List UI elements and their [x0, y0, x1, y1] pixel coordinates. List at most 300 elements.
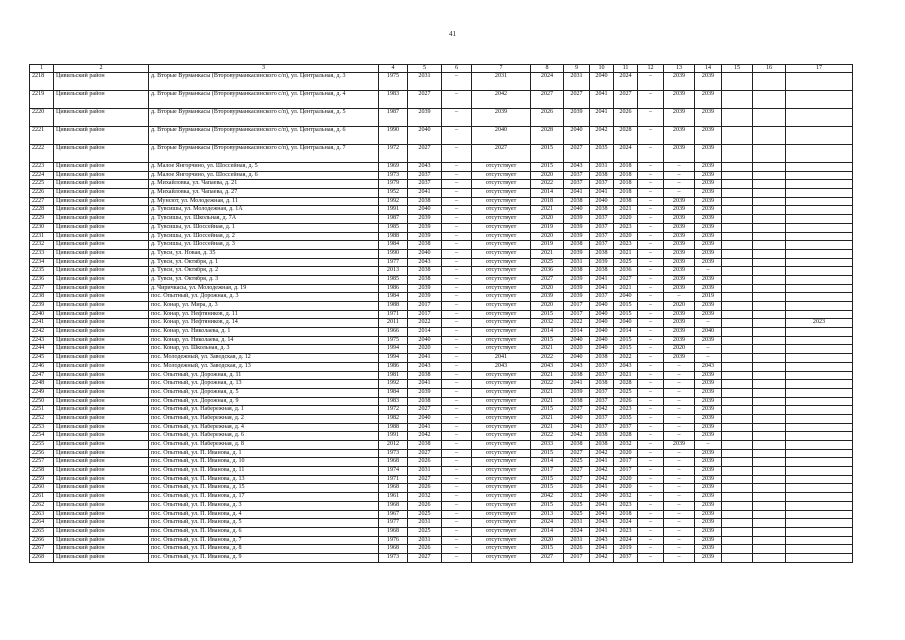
table-cell: 2041: [564, 423, 590, 432]
table-cell: [722, 319, 753, 328]
table-cell: 2038: [408, 441, 442, 450]
table-cell: Цивильский район: [54, 397, 149, 406]
table-cell: 2042: [531, 493, 564, 502]
table-cell: 2014: [614, 328, 638, 337]
table-cell: 2037: [590, 241, 614, 250]
table-cell: –: [638, 293, 664, 302]
table-cell: 2013: [531, 510, 564, 519]
table-cell: –: [442, 109, 472, 127]
table-cell: [786, 232, 853, 241]
table-cell: –: [638, 180, 664, 189]
table-cell: –: [442, 397, 472, 406]
table-cell: [753, 553, 786, 562]
table-cell: 2021: [531, 397, 564, 406]
table-cell: 2038: [590, 354, 614, 363]
table-cell: –: [442, 293, 472, 302]
table-cell: 2227: [30, 197, 54, 206]
table-cell: [753, 171, 786, 180]
table-cell: пос. Опытный, ул. П. Иванова, д. 15: [149, 484, 379, 493]
table-cell: 2223: [30, 163, 54, 172]
table-cell: 2039: [664, 215, 695, 224]
table-cell: –: [695, 354, 722, 363]
table-cell: 2039: [408, 215, 442, 224]
table-cell: 2014: [564, 328, 590, 337]
table-cell: 2038: [408, 197, 442, 206]
table-row: [30, 510, 853, 519]
table-cell: [722, 553, 753, 562]
table-cell: 2022: [614, 354, 638, 363]
table-cell: 2017: [614, 458, 638, 467]
table-cell: 2021: [531, 345, 564, 354]
table-cell: 2027: [564, 406, 590, 415]
table-cell: –: [638, 310, 664, 319]
table-cell: [786, 109, 853, 127]
table-cell: [722, 197, 753, 206]
table-cell: 2041: [590, 501, 614, 510]
table-cell: [753, 145, 786, 163]
table-cell: 2027: [614, 275, 638, 284]
table-cell: –: [638, 109, 664, 127]
table-cell: [722, 475, 753, 484]
table-cell: –: [695, 441, 722, 450]
table-cell: –: [638, 458, 664, 467]
table-row: [30, 388, 853, 397]
table-cell: [753, 293, 786, 302]
table-cell: [753, 319, 786, 328]
table-cell: отсутствует: [472, 171, 531, 180]
table-cell: –: [695, 345, 722, 354]
table-cell: 2022: [531, 354, 564, 363]
table-cell: [722, 388, 753, 397]
table-cell: –: [638, 449, 664, 458]
table-cell: [722, 414, 753, 423]
table-cell: –: [638, 510, 664, 519]
table-cell: [786, 302, 853, 311]
table-cell: 2018: [614, 163, 638, 172]
table-cell: 2041: [590, 189, 614, 198]
table-cell: 2043: [564, 362, 590, 371]
table-cell: 2017: [614, 467, 638, 476]
table-cell: 2039: [695, 171, 722, 180]
table-cell: [722, 249, 753, 258]
table-cell: 2041: [590, 109, 614, 127]
table-cell: –: [638, 406, 664, 415]
table-cell: 1994: [379, 345, 408, 354]
table-cell: [722, 189, 753, 198]
table-cell: 2039: [695, 536, 722, 545]
table-cell: [786, 258, 853, 267]
table-cell: 2018: [614, 180, 638, 189]
table-cell: 2017: [564, 310, 590, 319]
table-cell: 2038: [564, 241, 590, 250]
table-cell: 2020: [531, 232, 564, 241]
table-cell: 2246: [30, 362, 54, 371]
table-cell: [722, 145, 753, 163]
table-cell: [786, 171, 853, 180]
table-cell: отсутствует: [472, 545, 531, 554]
table-cell: [722, 91, 753, 109]
table-cell: 2039: [664, 336, 695, 345]
table-cell: пос. Опытный, ул. П. Иванова, д. 8: [149, 545, 379, 554]
table-cell: 2041: [408, 189, 442, 198]
table-cell: 2019: [531, 241, 564, 250]
table-cell: [753, 519, 786, 528]
table-cell: 2040: [590, 302, 614, 311]
table-cell: 2039: [564, 284, 590, 293]
table-cell: 2039: [695, 432, 722, 441]
table-cell: 2020: [531, 302, 564, 311]
table-cell: 2040: [590, 310, 614, 319]
table-cell: 2042: [590, 553, 614, 562]
table-cell: Цивильский район: [54, 171, 149, 180]
table-cell: [753, 536, 786, 545]
table-cell: 2027: [408, 406, 442, 415]
table-cell: [722, 223, 753, 232]
table-cell: 2039: [695, 241, 722, 250]
table-cell: –: [664, 171, 695, 180]
table-cell: отсутствует: [472, 536, 531, 545]
table-cell: 2037: [614, 423, 638, 432]
table-cell: отсутствует: [472, 380, 531, 389]
table-cell: 2039: [695, 336, 722, 345]
table-cell: 2023: [614, 501, 638, 510]
table-cell: 2015: [531, 406, 564, 415]
table-cell: 2256: [30, 449, 54, 458]
table-cell: [753, 302, 786, 311]
table-cell: отсутствует: [472, 284, 531, 293]
column-header: 8: [531, 65, 564, 73]
table-cell: [786, 432, 853, 441]
table-cell: д. Вторые Вурманкасы (Второвурманкасинского с/п), ул. Центральная, д. 6: [149, 127, 379, 145]
table-cell: 2032: [614, 493, 638, 502]
table-cell: –: [638, 284, 664, 293]
table-cell: Цивильский район: [54, 536, 149, 545]
table-cell: –: [638, 328, 664, 337]
table-cell: [786, 189, 853, 198]
table-row: [30, 127, 853, 145]
table-cell: д. Тувсишы, ул. Шоссейная, д. 1: [149, 223, 379, 232]
table-cell: 1991: [379, 432, 408, 441]
table-cell: [786, 458, 853, 467]
table-cell: 2038: [408, 267, 442, 276]
table-cell: 2019: [531, 223, 564, 232]
table-cell: Цивильский район: [54, 493, 149, 502]
table-cell: 2041: [590, 275, 614, 284]
table-cell: 2041: [590, 484, 614, 493]
table-cell: 2020: [564, 345, 590, 354]
table-cell: 2042: [564, 432, 590, 441]
table-cell: 2039: [664, 258, 695, 267]
table-cell: 2039: [695, 73, 722, 91]
table-cell: –: [664, 163, 695, 172]
table-cell: –: [664, 180, 695, 189]
table-cell: отсутствует: [472, 275, 531, 284]
table-cell: [786, 388, 853, 397]
table-cell: 2220: [30, 109, 54, 127]
table-cell: 2039: [695, 206, 722, 215]
table-cell: –: [442, 232, 472, 241]
table-cell: 2230: [30, 223, 54, 232]
table-cell: отсутствует: [472, 319, 531, 328]
table-row: [30, 241, 853, 250]
table-cell: 1988: [379, 302, 408, 311]
column-header: 7: [472, 65, 531, 73]
table-cell: [753, 475, 786, 484]
table-cell: 2021: [531, 206, 564, 215]
table-cell: 2014: [408, 328, 442, 337]
table-cell: 2022: [531, 432, 564, 441]
table-cell: 2039: [664, 310, 695, 319]
table-cell: Цивильский район: [54, 467, 149, 476]
table-cell: 2040: [614, 293, 638, 302]
table-cell: пос. Опытный, ул. П. Иванова, д. 3: [149, 501, 379, 510]
table-cell: д. Тувсишы, ул. Молодежная, д. 1А: [149, 206, 379, 215]
table-cell: 2039: [695, 223, 722, 232]
table-cell: [722, 406, 753, 415]
table-cell: Цивильский район: [54, 319, 149, 328]
table-cell: 2039: [695, 423, 722, 432]
table-cell: 2031: [408, 536, 442, 545]
table-cell: 2027: [564, 91, 590, 109]
table-cell: 2267: [30, 545, 54, 554]
table-cell: [753, 310, 786, 319]
table-cell: –: [442, 171, 472, 180]
table-cell: 2235: [30, 267, 54, 276]
table-cell: 2020: [531, 215, 564, 224]
table-cell: 2015: [531, 475, 564, 484]
table-cell: –: [664, 423, 695, 432]
table-cell: 1971: [379, 310, 408, 319]
table-cell: 2038: [564, 197, 590, 206]
table-cell: [753, 127, 786, 145]
table-cell: –: [442, 310, 472, 319]
table-cell: [786, 223, 853, 232]
table-cell: 2039: [695, 493, 722, 502]
table-cell: пос. Опытный, ул. П. Иванова, д. 11: [149, 467, 379, 476]
column-header: 11: [614, 65, 638, 73]
table-cell: 2218: [30, 73, 54, 91]
table-cell: [753, 91, 786, 109]
table-cell: –: [638, 73, 664, 91]
table-cell: пос. Опытный, ул. П. Иванова, д. 10: [149, 458, 379, 467]
table-cell: д. Михайловка, ул. Чапаева, д. 27: [149, 189, 379, 198]
table-cell: –: [442, 180, 472, 189]
table-cell: отсутствует: [472, 302, 531, 311]
table-cell: 2014: [531, 189, 564, 198]
table-cell: –: [442, 423, 472, 432]
table-row: [30, 109, 853, 127]
table-cell: 2039: [695, 180, 722, 189]
table-row: [30, 484, 853, 493]
table-cell: отсутствует: [472, 241, 531, 250]
table-cell: [722, 163, 753, 172]
table-cell: [786, 336, 853, 345]
table-cell: Цивильский район: [54, 223, 149, 232]
table-cell: –: [442, 406, 472, 415]
table-cell: [753, 380, 786, 389]
table-cell: д. Чиричкасы, ул. Молодежная, д. 19: [149, 284, 379, 293]
table-cell: 2021: [531, 423, 564, 432]
table-cell: [722, 109, 753, 127]
table-cell: отсутствует: [472, 267, 531, 276]
table-cell: –: [638, 302, 664, 311]
table-cell: д. Вторые Вурманкасы (Второвурманкасинского с/п), ул. Центральная, д. 5: [149, 109, 379, 127]
table-cell: [786, 545, 853, 554]
table-cell: 1988: [379, 232, 408, 241]
table-cell: 2021: [531, 371, 564, 380]
column-header: 6: [442, 65, 472, 73]
table-cell: Цивильский район: [54, 414, 149, 423]
table-cell: 1968: [379, 484, 408, 493]
table-cell: 2222: [30, 145, 54, 163]
table-cell: –: [664, 388, 695, 397]
table-cell: 2040: [590, 328, 614, 337]
table-cell: 2021: [531, 249, 564, 258]
table-cell: 1985: [379, 223, 408, 232]
table-cell: –: [638, 345, 664, 354]
table-cell: 2025: [408, 510, 442, 519]
table-cell: пос. Опытный, ул. П. Иванова, д. 17: [149, 493, 379, 502]
table-cell: –: [442, 388, 472, 397]
table-row: [30, 536, 853, 545]
table-row: [30, 145, 853, 163]
table-cell: пос. Опытный, ул. Набережная, д. 4: [149, 423, 379, 432]
table-cell: пос. Конар, ул. Мира, д. 3: [149, 302, 379, 311]
table-cell: –: [442, 458, 472, 467]
table-cell: Цивильский район: [54, 362, 149, 371]
table-cell: д. Тувси, ул. Новая, д. 35: [149, 249, 379, 258]
table-cell: 2027: [531, 275, 564, 284]
table-cell: Цивильский район: [54, 163, 149, 172]
table-cell: [753, 397, 786, 406]
table-cell: 1969: [379, 163, 408, 172]
table-cell: –: [442, 345, 472, 354]
table-cell: 2025: [531, 258, 564, 267]
table-cell: [786, 145, 853, 163]
table-cell: 2219: [30, 91, 54, 109]
table-cell: пос. Опытный, ул. Набережная, д. 6: [149, 432, 379, 441]
table-cell: Цивильский район: [54, 441, 149, 450]
table-cell: 2245: [30, 354, 54, 363]
housing-register-table: [29, 64, 853, 563]
table-cell: 2026: [408, 458, 442, 467]
table-cell: [753, 109, 786, 127]
table-cell: отсутствует: [472, 432, 531, 441]
table-cell: 2028: [614, 380, 638, 389]
table-cell: [722, 371, 753, 380]
table-cell: отсутствует: [472, 232, 531, 241]
table-cell: –: [638, 441, 664, 450]
table-cell: 2043: [590, 519, 614, 528]
table-cell: 2039: [695, 484, 722, 493]
table-cell: 2037: [590, 223, 614, 232]
table-cell: 2255: [30, 441, 54, 450]
table-cell: Цивильский район: [54, 371, 149, 380]
table-cell: [722, 171, 753, 180]
table-cell: [786, 345, 853, 354]
table-cell: 2032: [564, 493, 590, 502]
table-cell: 2039: [695, 109, 722, 127]
table-cell: 2032: [531, 319, 564, 328]
table-cell: 2027: [472, 145, 531, 163]
table-cell: 2042: [590, 449, 614, 458]
table-cell: [786, 475, 853, 484]
table-cell: [786, 284, 853, 293]
table-cell: [722, 519, 753, 528]
table-cell: 2238: [30, 293, 54, 302]
table-cell: 2039: [664, 145, 695, 163]
table-cell: –: [638, 91, 664, 109]
table-cell: [786, 423, 853, 432]
table-cell: 2038: [564, 371, 590, 380]
table-row: [30, 354, 853, 363]
table-cell: 2234: [30, 258, 54, 267]
table-cell: –: [442, 545, 472, 554]
table-cell: 1987: [379, 109, 408, 127]
table-cell: [722, 354, 753, 363]
table-cell: 2015: [531, 163, 564, 172]
table-cell: 1968: [379, 501, 408, 510]
table-cell: 1961: [379, 493, 408, 502]
table-cell: 1984: [379, 388, 408, 397]
table-cell: пос. Конар, ул. Николаева, д. 14: [149, 336, 379, 345]
table-cell: 2038: [408, 241, 442, 250]
table-cell: Цивильский район: [54, 267, 149, 276]
table-cell: Цивильский район: [54, 510, 149, 519]
table-cell: 2037: [590, 215, 614, 224]
table-cell: д. Вторые Вурманкасы (Второвурманкасинского с/п), ул. Центральная, д. 3: [149, 73, 379, 91]
table-cell: 1992: [379, 380, 408, 389]
table-cell: [753, 354, 786, 363]
table-cell: 2037: [564, 180, 590, 189]
table-cell: –: [442, 501, 472, 510]
table-cell: 2018: [614, 510, 638, 519]
table-cell: 2039: [695, 197, 722, 206]
table-cell: –: [442, 302, 472, 311]
table-cell: 2039: [695, 388, 722, 397]
table-cell: [786, 362, 853, 371]
table-row: [30, 449, 853, 458]
table-cell: 2025: [614, 258, 638, 267]
table-cell: 2039: [664, 206, 695, 215]
table-cell: отсутствует: [472, 475, 531, 484]
table-cell: 2266: [30, 536, 54, 545]
table-cell: 2039: [695, 501, 722, 510]
table-cell: [786, 267, 853, 276]
table-cell: [753, 545, 786, 554]
table-cell: 2039: [695, 189, 722, 198]
table-cell: [786, 127, 853, 145]
table-cell: [753, 371, 786, 380]
table-cell: Цивильский район: [54, 197, 149, 206]
table-cell: 2031: [408, 73, 442, 91]
table-cell: 2026: [408, 545, 442, 554]
table-cell: –: [442, 432, 472, 441]
table-cell: д. Тувси, ул. Октября, д. 3: [149, 275, 379, 284]
table-cell: 2039: [564, 293, 590, 302]
table-cell: 2039: [664, 328, 695, 337]
table-cell: [753, 484, 786, 493]
table-cell: 2017: [564, 302, 590, 311]
table-row: [30, 406, 853, 415]
table-cell: 2020: [531, 536, 564, 545]
table-cell: 1977: [379, 258, 408, 267]
table-cell: [722, 397, 753, 406]
table-cell: [753, 432, 786, 441]
table-cell: –: [664, 397, 695, 406]
table-cell: 2020: [614, 449, 638, 458]
table-cell: [753, 441, 786, 450]
